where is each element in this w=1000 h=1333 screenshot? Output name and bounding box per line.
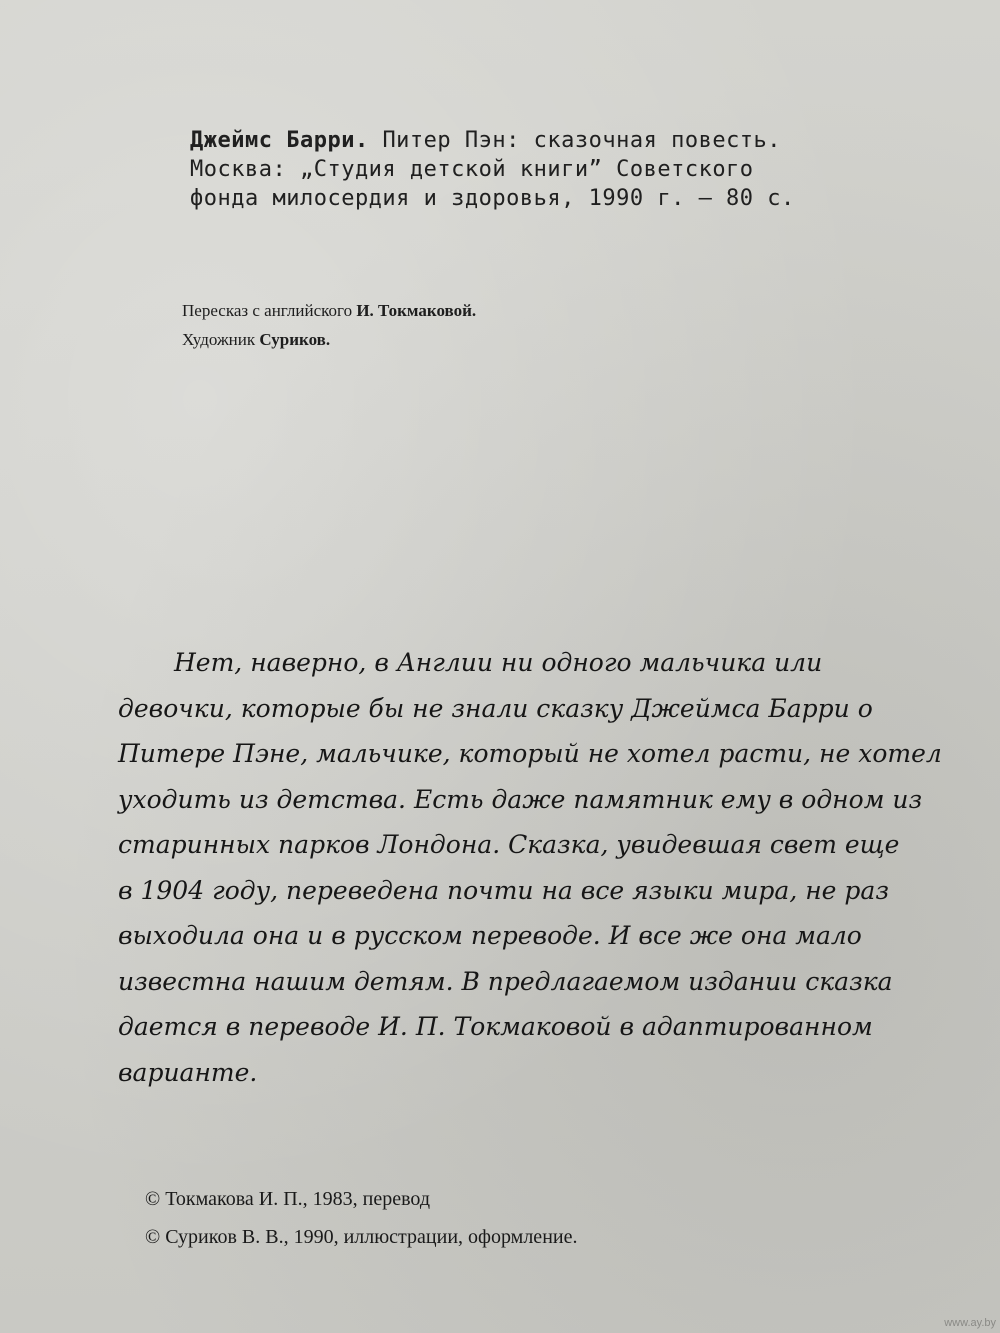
annotation-line: Нет, наверно, в Англии ни одного мальчика или (174, 648, 823, 677)
author-name: Джеймс Барри. (190, 128, 369, 153)
site-watermark: www.ay.by (944, 1317, 996, 1329)
annotation-line: уходить из детства. Есть даже памятник ему в одном из (118, 784, 923, 814)
annotation-line: известна нашим детям. В предлагаемом издании сказка (118, 966, 893, 996)
biblio-line-2: Москва: „Студия детской книги” Советского (190, 157, 754, 182)
copyright-translation: © Токмакова И. П., 1983, перевод (145, 1188, 431, 1210)
retelling-prefix: Пересказ с английского (182, 301, 353, 320)
annotation-paragraph (118, 640, 978, 1095)
credits-block (182, 296, 682, 354)
title-text: Питер Пэн: сказочная повесть. (382, 128, 782, 153)
biblio-line-3: фонда милосердия и здоровья, 1990 г. – 80 с. (190, 186, 795, 211)
annotation-line: Питере Пэне, мальчике, который не хотел расти, не хотел (118, 739, 942, 768)
annotation-line: выходила она и в русском переводе. И все же она мало (118, 921, 862, 950)
biblio-line-1 (190, 126, 890, 155)
copyright-block (145, 1180, 845, 1256)
artist-credit (182, 325, 682, 354)
annotation-line: старинных парков Лондона. Сказка, увидевшая свет еще (118, 830, 900, 859)
bibliographic-record (190, 126, 890, 213)
retelling-name: И. Токмаковой. (356, 301, 477, 320)
annotation-line: дается в переводе И. П. Токмаковой в адаптированном (118, 1012, 873, 1041)
artist-name: Суриков. (259, 330, 331, 349)
artist-prefix: Художник (182, 330, 256, 349)
annotation-line: девочки, которые бы не знали сказку Джеймса Барри о (118, 693, 873, 723)
annotation-line: варианте. (118, 1057, 258, 1087)
retelling-credit (182, 296, 682, 325)
annotation-line: в 1904 году, переведена почти на все языки мира, не раз (118, 875, 889, 905)
copyright-illustrations: © Суриков В. В., 1990, иллюстрации, оформление. (145, 1226, 578, 1248)
